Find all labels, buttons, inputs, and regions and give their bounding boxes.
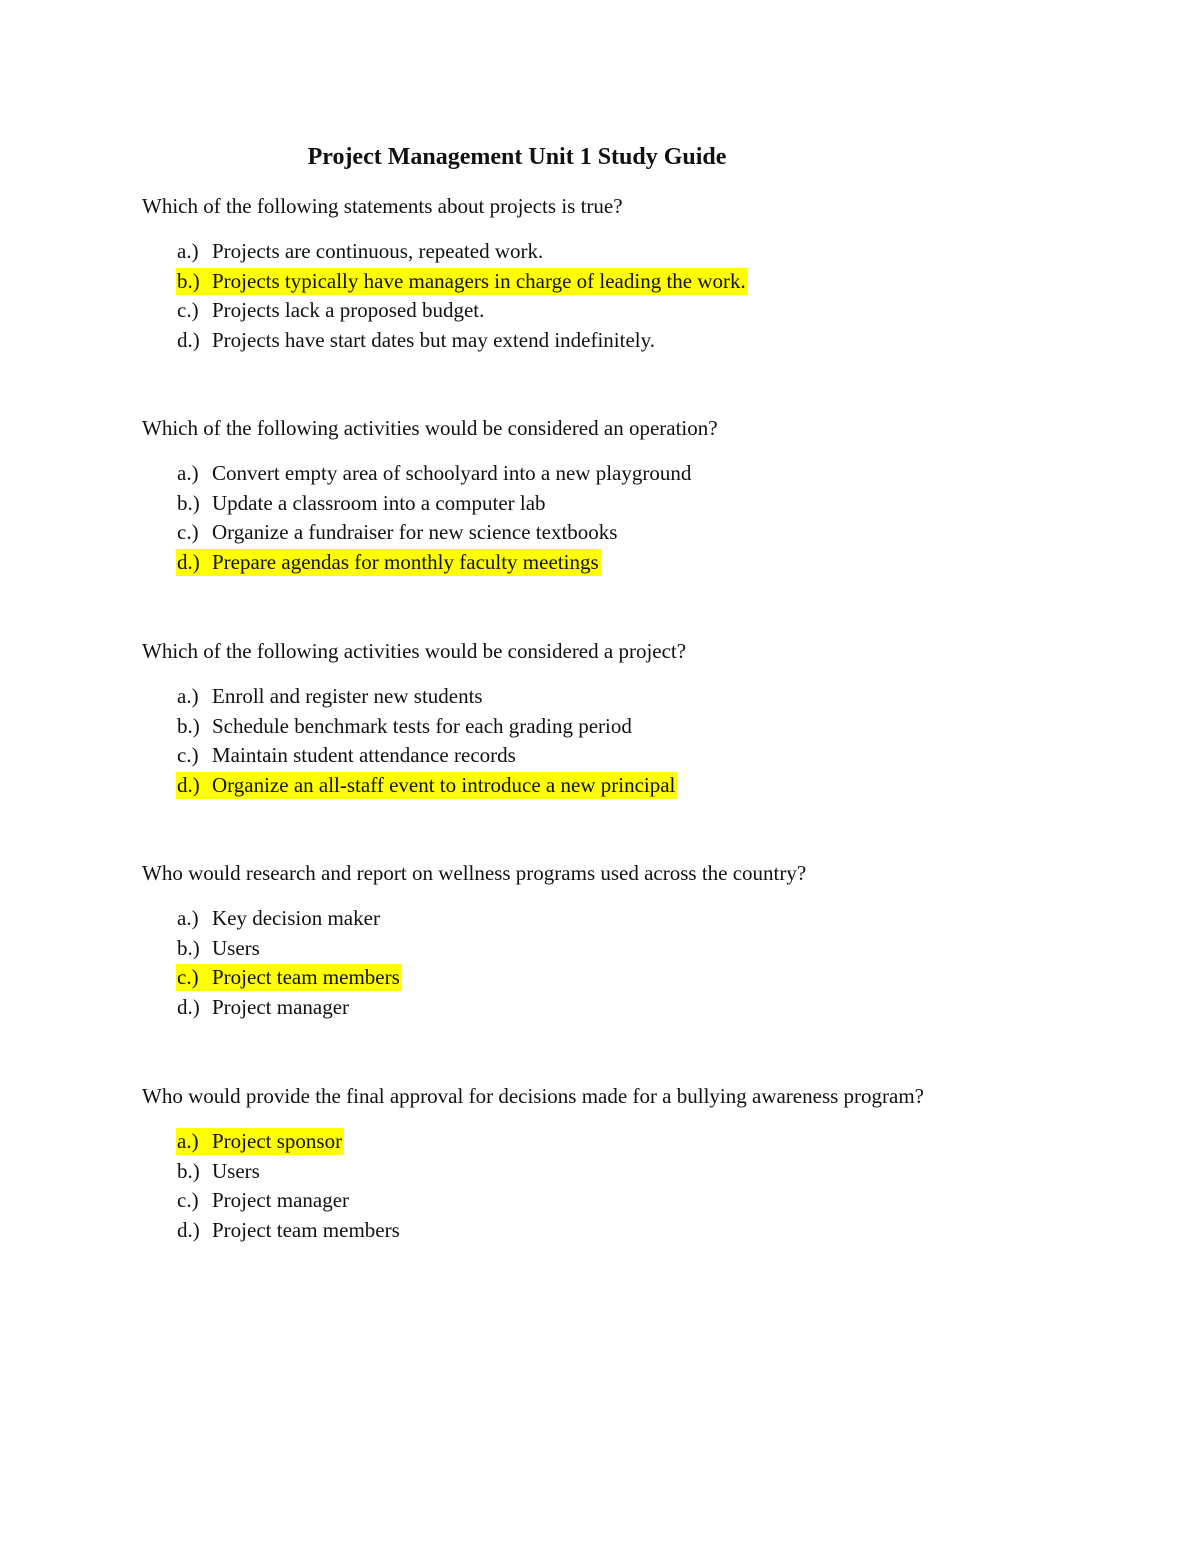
option-letter: b.) <box>177 1158 200 1183</box>
option-d-correct <box>176 771 677 801</box>
option-d <box>176 326 748 356</box>
answer-options <box>176 904 402 1022</box>
option-text: Organize a fundraiser for new science textbooks <box>212 520 618 545</box>
option-letter: d.) <box>177 994 200 1019</box>
option-letter: b.) <box>177 268 200 293</box>
option-a <box>176 459 693 489</box>
option-text: Project sponsor <box>212 1129 343 1153</box>
option-c <box>176 296 748 326</box>
option-letter: c.) <box>177 1188 199 1213</box>
option-letter: c.) <box>177 520 199 545</box>
option-text: Users <box>212 1158 260 1183</box>
option-letter: b.) <box>177 490 200 515</box>
option-b <box>176 712 677 742</box>
option-text: Maintain student attendance records <box>212 743 516 768</box>
option-text: Projects are continuous, repeated work. <box>212 239 544 263</box>
option-b <box>176 489 693 519</box>
option-letter: a.) <box>177 684 199 708</box>
option-letter: b.) <box>177 935 200 960</box>
option-b <box>176 934 402 964</box>
question-text: Who would research and report on wellness programs used across the country? <box>142 861 807 885</box>
option-c-correct <box>176 963 402 993</box>
question-text: Which of the following statements about projects is true? <box>142 194 623 218</box>
option-letter: a.) <box>177 461 199 485</box>
question-text: Which of the following activities would be considered a project? <box>142 639 687 663</box>
option-letter: c.) <box>177 965 199 990</box>
option-letter: c.) <box>177 298 199 323</box>
option-text: Projects have start dates but may extend indefinitely. <box>212 327 656 352</box>
option-text: Convert empty area of schoolyard into a new playground <box>212 461 692 485</box>
option-letter: a.) <box>177 906 199 930</box>
option-letter: c.) <box>177 743 199 768</box>
answer-options <box>176 237 748 355</box>
option-a-correct <box>176 1127 402 1157</box>
option-a <box>176 682 677 712</box>
option-letter: d.) <box>177 549 200 574</box>
option-text: Project team members <box>212 1217 400 1242</box>
option-letter: d.) <box>177 327 200 352</box>
option-a <box>176 904 402 934</box>
option-text: Projects typically have managers in charge of leading the work. <box>212 268 746 293</box>
option-text: Organize an all-staff event to introduce a new principal <box>212 772 676 797</box>
option-letter: d.) <box>177 772 200 797</box>
page-title: Project Management Unit 1 Study Guide <box>307 144 727 170</box>
option-d-correct <box>176 548 693 578</box>
answer-options <box>176 682 677 800</box>
option-text: Schedule benchmark tests for each grading period <box>212 713 632 738</box>
option-text: Project manager <box>212 994 350 1019</box>
option-d <box>176 993 402 1023</box>
answer-options <box>176 1127 402 1245</box>
option-text: Project manager <box>212 1188 350 1213</box>
option-text: Prepare agendas for monthly faculty meetings <box>212 549 599 574</box>
option-letter: a.) <box>177 1129 199 1153</box>
option-text: Update a classroom into a computer lab <box>212 490 546 515</box>
option-letter: a.) <box>177 239 199 263</box>
option-text: Projects lack a proposed budget. <box>212 298 485 323</box>
question-text: Who would provide the final approval for decisions made for a bullying awareness program? <box>142 1084 925 1108</box>
option-d <box>176 1216 402 1246</box>
option-letter: d.) <box>177 1217 200 1242</box>
option-b <box>176 1157 402 1187</box>
option-letter: b.) <box>177 713 200 738</box>
option-text: Key decision maker <box>212 906 380 930</box>
option-text: Enroll and register new students <box>212 684 483 708</box>
option-c <box>176 741 677 771</box>
option-b-correct <box>176 267 748 297</box>
option-c <box>176 1186 402 1216</box>
question-text: Which of the following activities would be considered an operation? <box>142 416 718 440</box>
option-text: Users <box>212 935 260 960</box>
option-text: Project team members <box>212 965 400 990</box>
answer-options <box>176 459 693 577</box>
option-c <box>176 518 693 548</box>
option-a <box>176 237 748 267</box>
